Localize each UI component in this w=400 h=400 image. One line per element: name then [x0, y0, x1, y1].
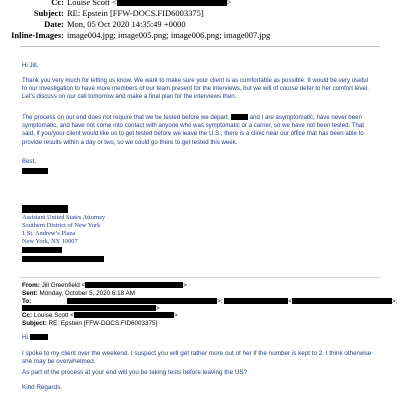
reply-paragraph-2: The process on our end does not require that we be tested before we depart. and I are asymptomatic, have never been symptomatic, and have not come into contact with anyone who was symptomatic or a carrier, so we have not been tested. That said, if you/your client would like us to get tested before we leave the U.S., there is a clinic near our office that has been able to provide results within a day or two, so we could go there to get tested this week.: [22, 114, 364, 146]
header-cc-value: Louise Scott <: [67, 0, 117, 7]
quoted-to-row: To: >; < >;: [22, 298, 398, 305]
quoted-sent-row: Sent: Monday, October 5, 2020 6:18 AM: [22, 290, 135, 297]
redaction: [117, 0, 227, 6]
redaction: [85, 282, 183, 288]
quoted-from-row: From: Jill Greenfield < >: [22, 282, 187, 289]
quoted-paragraph-1: I spoke to my client over the weekend. I suspect you will get rather more out of her if the number is kept to 2. I think otherwise she may be overwhelmed.: [22, 350, 372, 366]
signature-title: Assistant United States Attorney: [22, 214, 106, 221]
header-subject-label: Subject:: [33, 8, 64, 18]
header-subject-row: [0, 8, 400, 18]
signature-street: 1 St. Andrew’s Plaza: [22, 230, 76, 237]
header-cc-row: Cc: Louise Scott < >: [0, 0, 400, 7]
header-inline-images-row: [0, 30, 400, 40]
reply-paragraph-1: Thank you very much for letting us know. We want to make sure your client is as comfortable as possible. It would be very useful to our investigation to have more members of our team present for the interviews, but we will of course defer to her comfort level. Let’s discuss on our call tomorrow and make a final plan for the interviews then.: [22, 77, 369, 101]
reply-closing: Best,: [22, 158, 36, 165]
quoted-greeting: Hi: [22, 334, 374, 342]
redaction: [22, 247, 62, 253]
redaction: [74, 312, 174, 318]
header-subject-value: RE: Epstein [FFW-DOCS.FID6003375]: [67, 8, 204, 18]
redaction: [22, 205, 68, 213]
quoted-divider: [20, 277, 380, 278]
redaction: [22, 256, 104, 262]
quoted-closing: Kind Regards,: [22, 384, 62, 391]
header-divider: [20, 46, 380, 47]
reply-greeting: Hi Jill,: [22, 62, 39, 69]
header-date-value: Mon, 05 Oct 2020 14:35:49 +0000: [67, 19, 186, 29]
quoted-subject-row: Subject: RE: Epstein [FFW-DOCS.FID6003375]: [22, 320, 158, 327]
redaction: [22, 305, 156, 311]
redaction: [22, 168, 48, 174]
header-inline-images-value: image004.jpg; image005.png; image006.png; image007.jpg: [67, 30, 271, 40]
quoted-to-row-2: >: [22, 305, 160, 313]
quoted-cc-row: Cc: Louise Scott < >: [22, 312, 178, 319]
header-inline-images-label: Inline-Images:: [11, 30, 64, 40]
signature-office: Southern District of New York: [22, 222, 101, 229]
redaction: [224, 298, 288, 304]
redaction: [67, 298, 217, 304]
header-cc-label: Cc:: [51, 0, 64, 7]
quoted-paragraph-2: As part of the process at your end will you be taking tests before leaving the US?: [22, 369, 248, 376]
header-date-label: Date:: [44, 19, 64, 29]
redaction: [30, 334, 48, 340]
redaction: [292, 298, 392, 304]
redaction: [231, 114, 248, 120]
header-date-row: [0, 19, 400, 29]
signature-city: New York, NY 10007: [22, 238, 78, 245]
